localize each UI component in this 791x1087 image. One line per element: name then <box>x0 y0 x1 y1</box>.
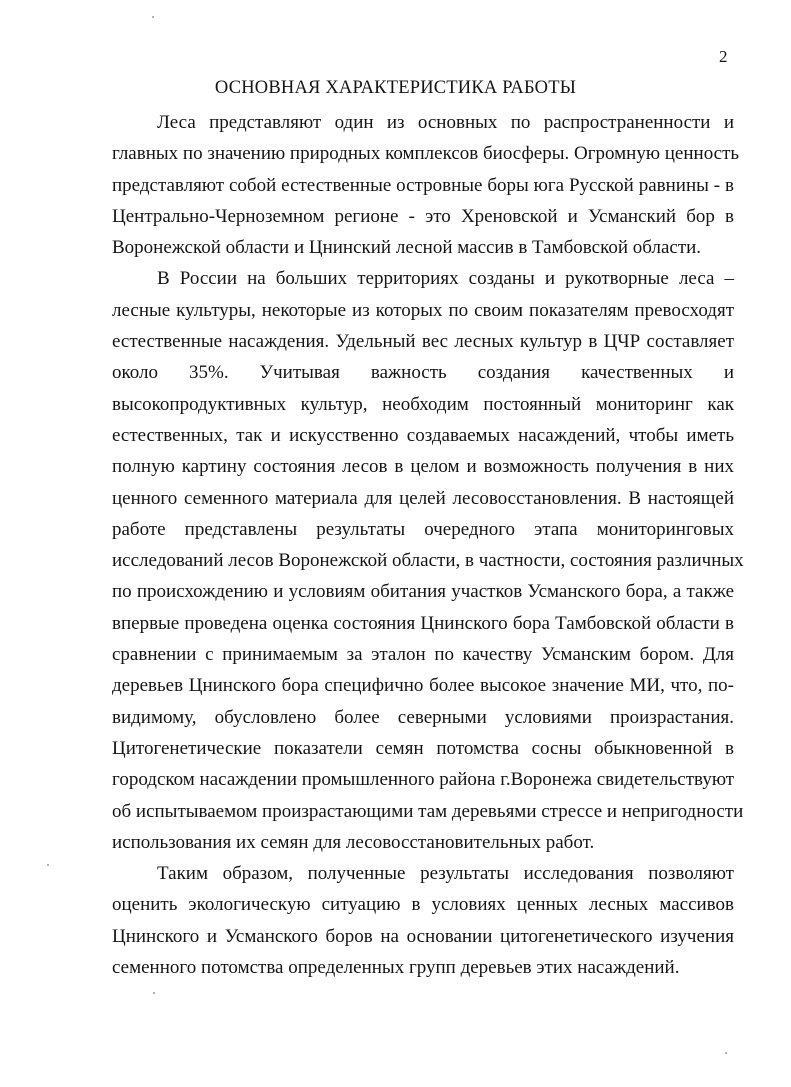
text-line: семенного потомства определенных групп деревьев этих насаждений. <box>112 957 680 979</box>
text-line: Центрально-Черноземном регионе - это Хреновской и Усманский бор в <box>112 205 734 227</box>
text-line: сравнении с принимаемым за эталон по качеству Усманским бором. Для <box>112 644 734 666</box>
text-line: В России на больших территориях созданы и рукотворные леса – <box>157 268 734 290</box>
scan-speck <box>47 864 49 866</box>
text-line: Леса представляют один из основных по распространенности и <box>157 112 734 133</box>
text-line: деревьев Цнинского бора специфично более высокое значение МИ, что, по- <box>112 675 734 697</box>
text-line: впервые проведена оценка состояния Цнинского бора Тамбовской области в <box>112 612 734 634</box>
text-line: исследований лесов Воронежской области, в частности, состояния различных <box>112 550 744 572</box>
body-text <box>112 107 744 983</box>
text-line: главных по значению природных комплексов биосферы. Огромную ценность <box>112 143 740 165</box>
text-line: полную картину состояния лесов в целом и возможность получения в них <box>112 456 734 478</box>
text-line: работе представлены результаты очередного этапа мониторинговых <box>112 518 734 540</box>
scan-speck <box>153 992 155 994</box>
text-line: Цнинского и Усманского боров на основании цитогенетического изучения <box>112 925 734 947</box>
text-line: Цитогенетические показатели семян потомства сосны обыкновенной в <box>112 737 734 759</box>
text-line: Таким образом, полученные результаты исследования позволяют <box>157 863 734 885</box>
scan-speck <box>725 1052 727 1054</box>
section-title: ОСНОВНАЯ ХАРАКТЕРИСТИКА РАБОТЫ <box>214 78 577 98</box>
text-line: Воронежской области и Цнинский лесной массив в Тамбовской области. <box>112 237 702 259</box>
text-line: естественные насаждения. Удельный вес лесных культур в ЦЧР составляет <box>112 331 734 353</box>
paragraph-3 <box>112 858 734 983</box>
scan-speck <box>152 16 154 18</box>
text-line: представляют собой естественные островные боры юга Русской равнины - в <box>112 174 734 196</box>
text-line: городском насаждении промышленного района г.Воронежа свидетельствуют <box>112 769 735 791</box>
text-line: об испытываемом произрастающими там деревьями стрессе и непригодности <box>112 800 744 822</box>
text-line: естественных, так и искусственно создаваемых насаждений, чтобы иметь <box>112 424 734 446</box>
text-line: лесные культуры, некоторые из которых по своим показателям превосходят <box>112 299 734 321</box>
text-line: оценить экологическую ситуацию в условиях ценных лесных массивов <box>112 894 734 916</box>
page-number: 2 <box>719 47 728 66</box>
text-line: высокопродуктивных культур, необходим постоянный мониторинг как <box>112 393 734 415</box>
text-line: использования их семян для лесовосстановительных работ. <box>112 831 595 853</box>
text-line: около 35%. Учитывая важность создания качественных и <box>112 362 734 384</box>
text-line: по происхождению и условиям обитания участков Усманского бора, а также <box>112 581 734 603</box>
paragraph-2 <box>112 263 744 858</box>
text-line: видимому, обусловлено более северными условиями произрастания. <box>112 706 734 728</box>
paragraph-1 <box>112 107 740 263</box>
text-line: ценного семенного материала для целей лесовосстановления. В настоящей <box>112 487 734 509</box>
